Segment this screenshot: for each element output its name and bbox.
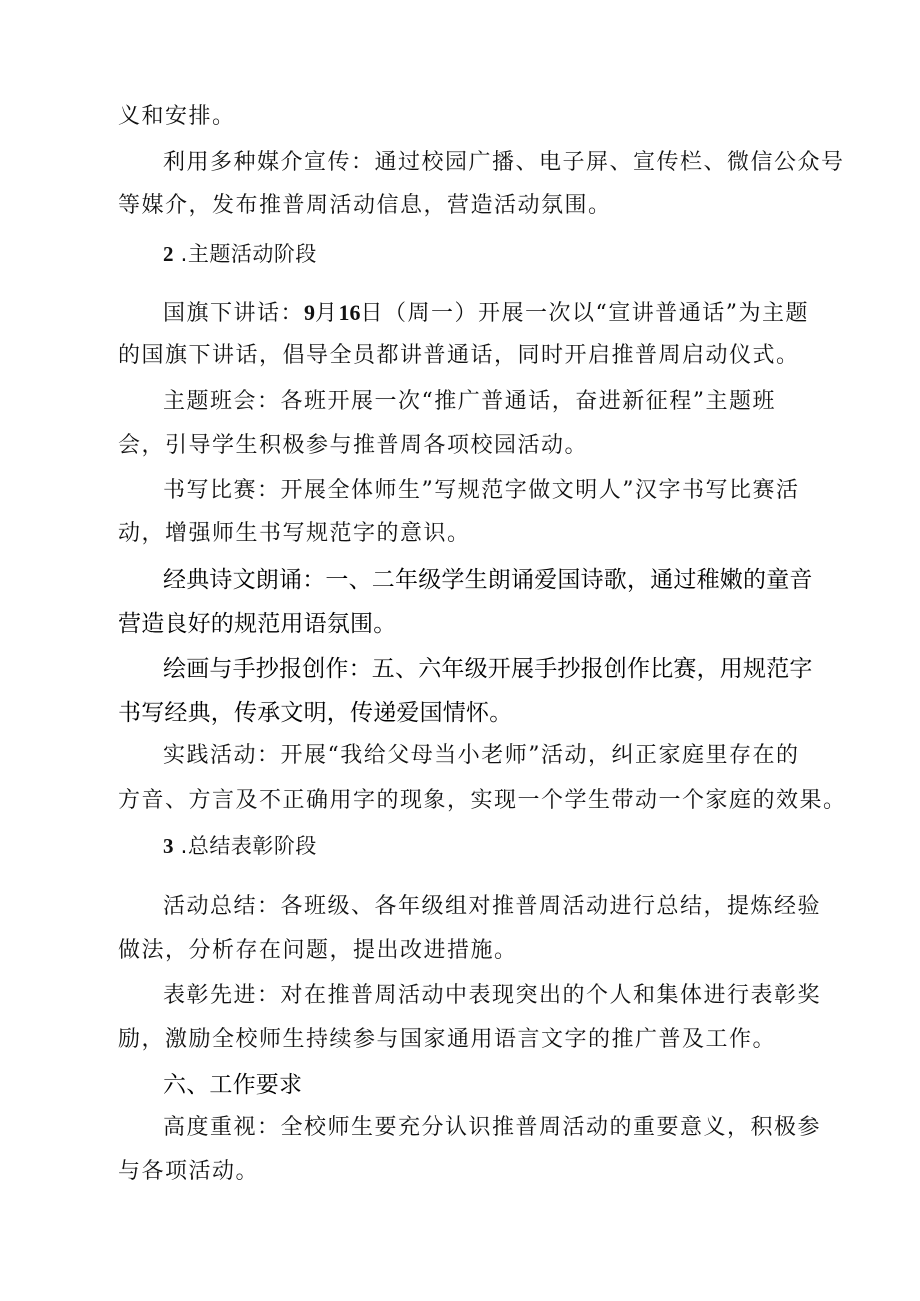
paragraph-line: 的国旗下讲话，倡导全员都讲普通话，同时开启推普周启动仪式。: [118, 343, 800, 368]
paragraph-line: 实践活动：开展“我给父母当小老师”活动，纠正家庭里存在的: [163, 743, 800, 768]
text-run: 国旗下讲话：: [163, 301, 305, 326]
paragraph-line: 义和安排。: [118, 104, 236, 129]
paragraph-line: 会，引导学生积极参与推普周各项校园活动。: [118, 433, 589, 458]
section-number: 2: [163, 242, 174, 266]
paragraph-line: 与各项活动。: [118, 1159, 260, 1184]
paragraph-line: 表彰先进：对在推普周活动中表现突出的个人和集体进行表彰奖: [163, 983, 822, 1008]
paragraph-line: 绘画与手抄报创作：五、六年级开展手抄报创作比赛，用规范字: [163, 656, 813, 682]
paragraph-line: 营造良好的规范用语氛围。: [118, 611, 397, 637]
section-heading-6: 六、工作要求: [163, 1072, 303, 1098]
paragraph-line: 书写比赛：开展全体师生”写规范字做文明人”汉字书写比赛活: [163, 478, 800, 503]
paragraph-line: [163, 297, 809, 330]
paragraph-line: 高度重视：全校师生要充分认识推普周活动的重要意义，积极参: [163, 1115, 822, 1140]
paragraph-line: 等媒介，发布推普周活动信息，营造活动氛围。: [118, 193, 612, 218]
number-run: 9: [304, 300, 316, 325]
text-run: 日（周一）开展一次以“宣讲普通话”为主题: [360, 301, 810, 326]
section-title: .主题活动阶段: [173, 242, 317, 266]
number-run: 16: [338, 300, 361, 325]
paragraph-line: 方音、方言及不正确用字的现象，实现一个学生带动一个家庭的效果。: [118, 788, 847, 813]
section-heading-2: [163, 238, 317, 270]
text-run: 月: [315, 301, 339, 326]
section-title: .总结表彰阶段: [173, 834, 317, 858]
paragraph-line: 动，增强师生书写规范字的意识。: [118, 521, 471, 546]
paragraph-line: 励，激励全校师生持续参与国家通用语言文字的推广普及工作。: [118, 1027, 777, 1052]
paragraph-line: 经典诗文朗诵：一、二年级学生朗诵爱国诗歌，通过稚嫩的童音: [163, 567, 813, 593]
paragraph-line: 做法，分析存在问题，提出改进措施。: [118, 938, 518, 963]
section-heading-3: [163, 830, 317, 862]
paragraph-line: 活动总结：各班级、各年级组对推普周活动进行总结，提炼经验: [163, 894, 822, 919]
paragraph-line: 利用多种媒介宣传：通过校园广播、电子屏、宣传栏、微信公众号: [163, 150, 845, 175]
paragraph-line: 书写经典，传承文明，传递爱国情怀。: [118, 700, 513, 726]
paragraph-line: 主题班会：各班开展一次“推广普通话，奋进新征程”主题班: [163, 389, 776, 414]
section-number: 3: [163, 834, 174, 858]
